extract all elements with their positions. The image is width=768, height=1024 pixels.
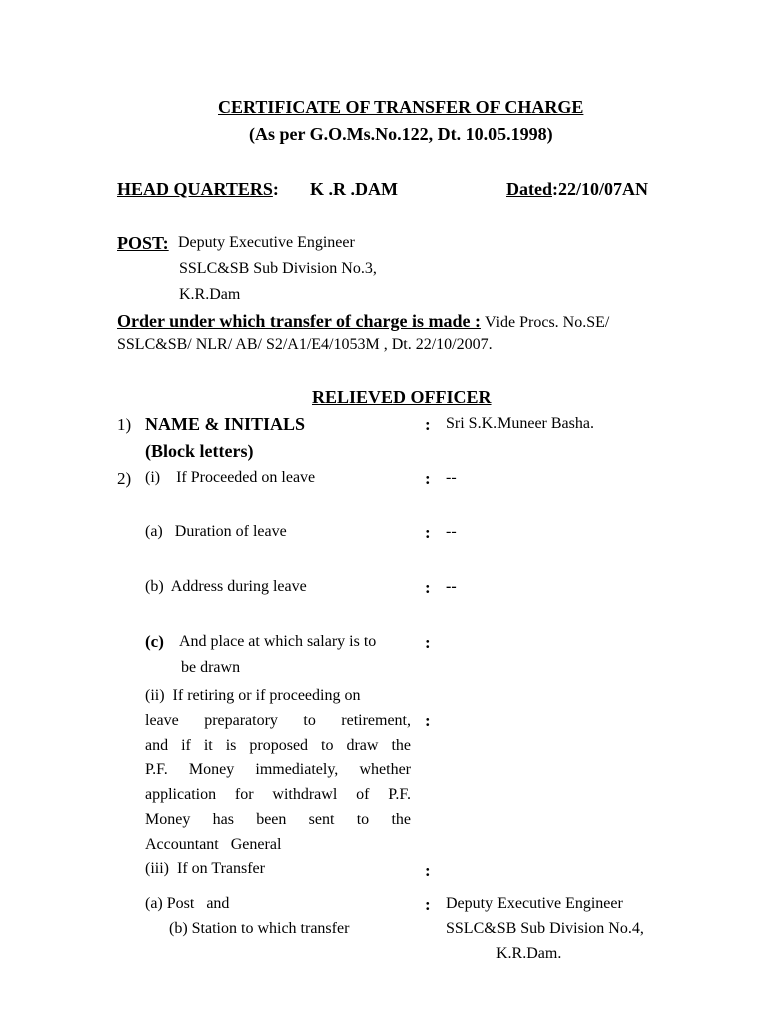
head-quarters-label: HEAD QUARTERS	[117, 179, 273, 199]
item-2-ii-paragraph	[145, 684, 411, 858]
item-1-label: NAME & INITIALS	[145, 414, 306, 434]
dated-row	[506, 179, 648, 200]
item-2-c-label: And place at which salary is to	[179, 633, 377, 650]
head-quarters-row	[117, 179, 279, 200]
item-2-c-colon: :	[425, 633, 431, 652]
item-2-ii-line-4: P.F. Money immediately, whether	[145, 761, 411, 779]
order-label: Order under which transfer of charge is made :	[117, 311, 481, 331]
item-2-i-value: --	[446, 469, 457, 486]
item-2-post-value-3: K.R.Dam.	[496, 945, 562, 962]
item-2-b-value: --	[446, 578, 457, 595]
item-2-ii-line-1: (ii) If retiring or if proceeding on	[145, 687, 361, 704]
item-2-post-a-label: (a) Post and	[145, 895, 230, 912]
post-line-1: Deputy Executive Engineer	[178, 234, 355, 251]
item-2-ii-line-3: and if it is proposed to draw the	[145, 736, 411, 754]
item-2-i-label: (i) If Proceeded on leave	[145, 469, 316, 486]
post-line-3: K.R.Dam	[179, 286, 241, 303]
section-title: RELIEVED OFFICER	[312, 387, 492, 407]
item-2-i-colon: :	[425, 469, 431, 488]
item-2-c-label-2: be drawn	[181, 659, 241, 676]
item-2-ii-line-5: application for withdrawl of P.F.	[145, 786, 411, 804]
item-2-b-label: (b) Address during leave	[145, 578, 307, 595]
item-2-a-value: --	[446, 523, 457, 540]
head-quarters-colon: :	[272, 179, 279, 199]
order-value-2: SSLC&SB/ NLR/ AB/ S2/A1/E4/1053M , Dt. 22/10/2007.	[117, 336, 493, 353]
document-subtitle: (As per G.O.Ms.No.122, Dt. 10.05.1998)	[249, 124, 553, 144]
item-2-number: 2)	[117, 469, 132, 488]
item-2-b-colon: :	[425, 578, 431, 597]
post-line-2: SSLC&SB Sub Division No.3,	[179, 260, 377, 277]
item-2-ii-colon: :	[425, 711, 431, 730]
order-value-1: Vide Procs. No.SE/	[484, 314, 610, 331]
head-quarters-value: K .R .DAM	[310, 179, 398, 199]
item-2-ii-line-2: leave preparatory to retirement,	[145, 711, 411, 729]
order-row	[117, 311, 609, 332]
item-1-sublabel: (Block letters)	[145, 441, 254, 461]
item-2-iii-label: (iii) If on Transfer	[145, 860, 265, 877]
item-1-colon: :	[425, 415, 431, 434]
item-2-ii-line-6: Money has been sent to the	[145, 810, 411, 828]
item-2-post-b-label: (b) Station to which transfer	[169, 920, 350, 937]
item-1-number: 1)	[117, 415, 132, 434]
item-2-c-letter: (c)	[145, 632, 164, 651]
document-title: CERTIFICATE OF TRANSFER OF CHARGE	[218, 97, 584, 117]
item-2-post-value-2: SSLC&SB Sub Division No.4,	[446, 920, 644, 937]
dated-value: :22/10/07AN	[552, 179, 648, 199]
item-2-post-value-1: Deputy Executive Engineer	[446, 895, 623, 912]
item-2-iii-colon: :	[425, 861, 431, 880]
item-2-a-colon: :	[425, 523, 431, 542]
item-2-post-colon: :	[425, 895, 431, 914]
item-1-value: Sri S.K.Muneer Basha.	[446, 415, 594, 432]
post-label: POST:	[117, 233, 169, 253]
dated-label: Dated	[506, 179, 552, 199]
item-2-a-label: (a) Duration of leave	[145, 523, 287, 540]
item-2-ii-line-7: Accountant General	[145, 835, 282, 853]
